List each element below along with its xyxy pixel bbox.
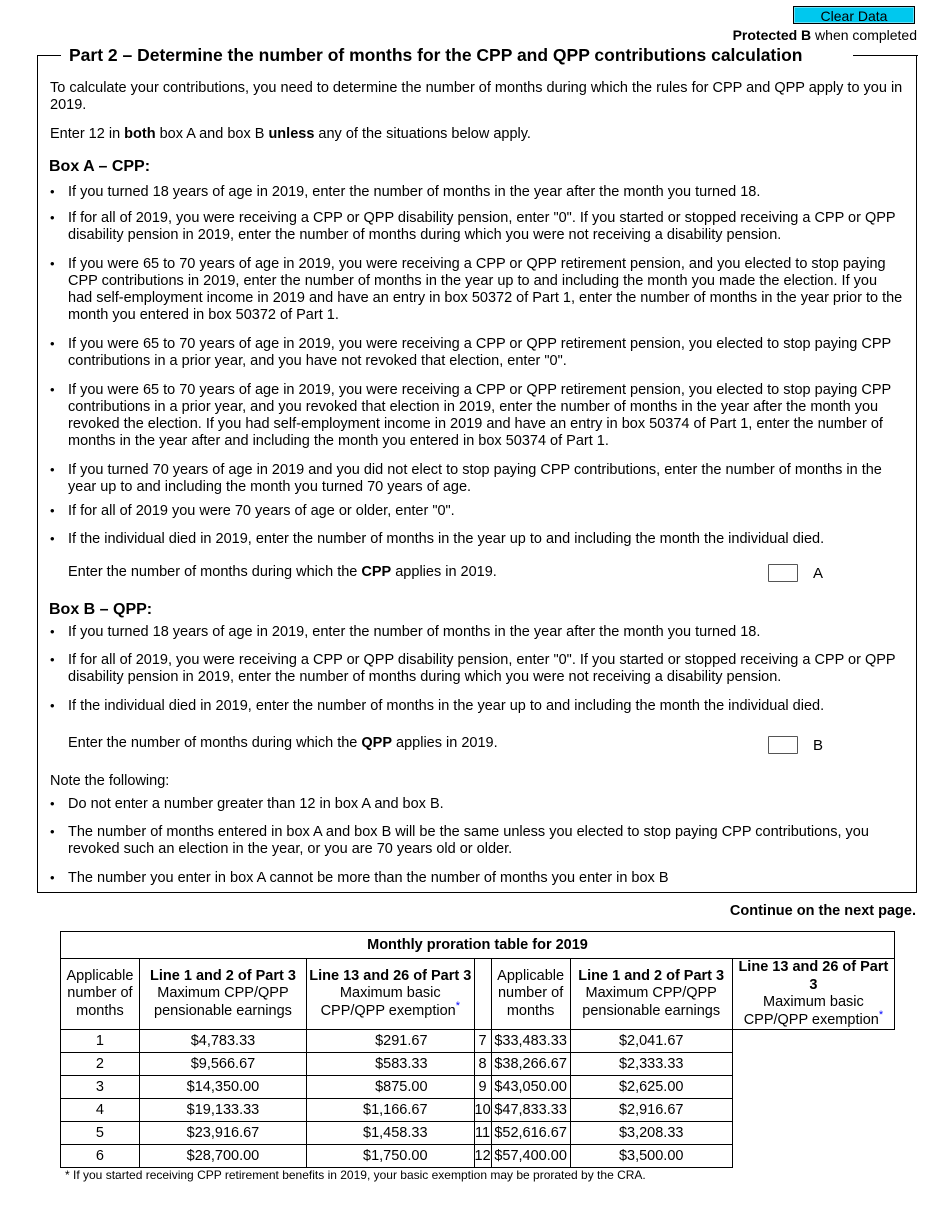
table-row [61, 1053, 895, 1076]
month-cell: 6 [61, 1145, 140, 1168]
month-cell: 9 [474, 1076, 491, 1099]
col-earnings-header: Line 1 and 2 of Part 3 Maximum CPP/QPP pensionable earnings [570, 959, 732, 1030]
earnings-cell: $43,050.00 [491, 1076, 570, 1099]
earnings-cell: $14,350.00 [139, 1076, 306, 1099]
box-b-bullet: • If for all of 2019, you were receiving a CPP or QPP disability pension, enter "0". If you started or stopped receiving a CPP or QPP disability pension in 2019, enter the number of months during which you were not receiving a disability pension. [68, 652, 903, 686]
continue-next-page: Continue on the next page. [729, 903, 916, 919]
earnings-cell: $57,400.00 [491, 1145, 570, 1168]
box-a-bullet: • If the individual died in 2019, enter the number of months in the year up to and including the month the individual died. [68, 531, 903, 548]
earnings-cell: $38,266.67 [491, 1053, 570, 1076]
earnings-cell: $33,483.33 [491, 1030, 570, 1053]
box-a-bullet: • If you were 65 to 70 years of age in 2019, you were receiving a CPP or QPP retirement pension, and you elected to stop paying CPP contributions in 2019, enter the number of months in the year up to and including the month you made the election. If you had self-employment income in 2019 and have an entry in box 50372 of Part 1, enter the number of months in the year prior to the month you entered in box 50372 of Part 1. [68, 256, 903, 324]
box-a-input[interactable] [768, 564, 798, 582]
box-a-label: A [813, 565, 824, 582]
box-a-bullet: • If you turned 18 years of age in 2019, enter the number of months in the year after the month you turned 18. [68, 184, 903, 201]
table-row [61, 1099, 895, 1122]
exemption-cell: $1,750.00 [307, 1145, 474, 1168]
col-earnings-header: Line 1 and 2 of Part 3 Maximum CPP/QPP pensionable earnings [139, 959, 306, 1030]
table-row [61, 1145, 895, 1168]
table-row [61, 1076, 895, 1099]
protected-b-label: Protected B when completed [732, 27, 917, 43]
box-a-bullet: • If for all of 2019 you were 70 years of age or older, enter "0". [68, 503, 903, 520]
box-a-bullet: • If for all of 2019, you were receiving a CPP or QPP disability pension, enter "0". If you started or stopped receiving a CPP or QPP disability pension in 2019, enter the number of months during which you were not receiving a disability pension. [68, 210, 903, 244]
month-cell: 3 [61, 1076, 140, 1099]
earnings-cell: $9,566.67 [139, 1053, 306, 1076]
exemption-cell: $2,041.67 [570, 1030, 732, 1053]
part2-title: Part 2 – Determine the number of months for the CPP and QPP contributions calculation [66, 45, 806, 66]
month-cell: 10 [474, 1099, 491, 1122]
col-exemption-header: Line 13 and 26 of Part 3 Maximum basic CPP/QPP exemption* [732, 959, 894, 1030]
box-a-bullet: • If you turned 70 years of age in 2019 and you did not elect to stop paying CPP contributions, enter the number of months in the year up to and including the month you turned 70 years of age. [68, 462, 903, 496]
month-cell: 7 [474, 1030, 491, 1053]
table-row [61, 1122, 895, 1145]
box-a-heading: Box A – CPP: [49, 158, 151, 175]
exemption-cell: $875.00 [307, 1076, 474, 1099]
month-cell: 12 [474, 1145, 491, 1168]
month-cell: 2 [61, 1053, 140, 1076]
clear-data-button[interactable]: Clear Data [793, 6, 915, 24]
table-caption: Monthly proration table for 2019 [61, 932, 895, 959]
frame-top-left-rule [37, 55, 61, 56]
exemption-cell: $1,166.67 [307, 1099, 474, 1122]
exemption-cell: $3,208.33 [570, 1122, 732, 1145]
col-months-header: Applicable number of months [61, 959, 140, 1030]
part2-intro: To calculate your contributions, you need to determine the number of months during which the rules for CPP and QPP apply to you in 2019. [50, 80, 903, 113]
earnings-cell: $28,700.00 [139, 1145, 306, 1168]
month-cell: 11 [474, 1122, 491, 1145]
note-bullet: • The number of months entered in box A and box B will be the same unless you elected to stop paying CPP contributions, you revoked such an election in the year, or you are 70 years old or older. [68, 824, 903, 858]
earnings-cell: $52,616.67 [491, 1122, 570, 1145]
box-b-heading: Box B – QPP: [49, 601, 153, 618]
note-bullet: • The number you enter in box A cannot be more than the number of months you enter in box B [68, 870, 903, 887]
exemption-cell: $1,458.33 [307, 1122, 474, 1145]
month-cell: 4 [61, 1099, 140, 1122]
proration-table [60, 931, 895, 1168]
box-b-bullet: • If the individual died in 2019, enter the number of months in the year up to and including the month the individual died. [68, 698, 903, 715]
col-months-header: Applicable number of months [491, 959, 570, 1030]
part2-instruction: Enter 12 in both box A and box B unless any of the situations below apply. [50, 126, 531, 142]
earnings-cell: $23,916.67 [139, 1122, 306, 1145]
note-heading: Note the following: [50, 773, 170, 789]
note-bullet: • Do not enter a number greater than 12 in box A and box B. [68, 796, 903, 813]
month-cell: 1 [61, 1030, 140, 1053]
exemption-cell: $2,333.33 [570, 1053, 732, 1076]
exemption-cell: $291.67 [307, 1030, 474, 1053]
earnings-cell: $19,133.33 [139, 1099, 306, 1122]
box-b-bullet: • If you turned 18 years of age in 2019, enter the number of months in the year after the month you turned 18. [68, 624, 903, 641]
box-b-input[interactable] [768, 736, 798, 754]
frame-top-right-rule [853, 55, 918, 56]
box-a-bullet: • If you were 65 to 70 years of age in 2019, you were receiving a CPP or QPP retirement pension, you elected to stop paying CPP contributions in a prior year, and you revoked that election in 2019, enter the number of months in the year after the month you revoked the election. If you had self-employment income in 2019 and have an entry in box 50374 of Part 1, enter the number of months in the year after and including the month you entered in box 50374 of Part 1. [68, 382, 903, 450]
box-a-bullet: • If you were 65 to 70 years of age in 2019, you were receiving a CPP or QPP retirement pension, you elected to stop paying CPP contributions in a prior year, and you have not revoked that election, enter "0". [68, 336, 903, 370]
exemption-cell: $583.33 [307, 1053, 474, 1076]
table-gap [474, 959, 491, 1030]
footnote: * If you started receiving CPP retirement benefits in 2019, your basic exemption may be prorated by the CRA. [65, 1168, 646, 1182]
exemption-cell: $2,625.00 [570, 1076, 732, 1099]
col-exemption-header: Line 13 and 26 of Part 3 Maximum basic CPP/QPP exemption* [307, 959, 474, 1030]
box-b-enter-text: Enter the number of months during which the QPP applies in 2019. [68, 735, 498, 751]
exemption-cell: $2,916.67 [570, 1099, 732, 1122]
month-cell: 5 [61, 1122, 140, 1145]
exemption-cell: $3,500.00 [570, 1145, 732, 1168]
earnings-cell: $47,833.33 [491, 1099, 570, 1122]
box-b-label: B [813, 737, 824, 754]
table-row [61, 1030, 895, 1053]
month-cell: 8 [474, 1053, 491, 1076]
earnings-cell: $4,783.33 [139, 1030, 306, 1053]
box-a-enter-text: Enter the number of months during which the CPP applies in 2019. [68, 564, 497, 580]
